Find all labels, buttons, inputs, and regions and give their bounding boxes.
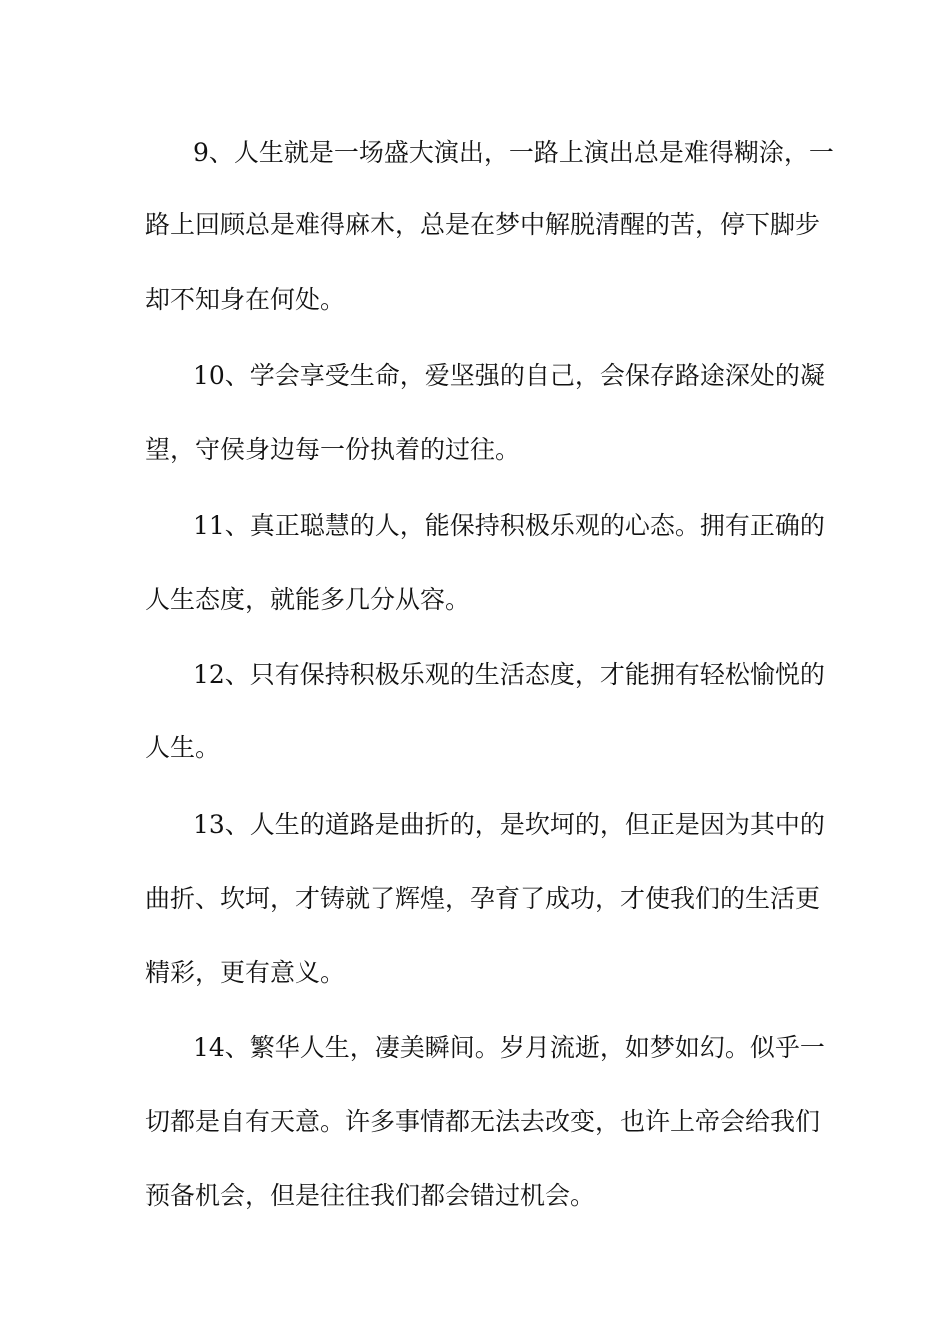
paragraph-line: 9、人生就是一场盛大演出，一路上演出总是难得糊涂，一 [193,138,834,167]
paragraph-line: 切都是自有天意。许多事情都无法去改变，也许上帝会给我们 [145,1107,821,1136]
paragraph-line: 曲折、坎坷，才铸就了辉煌，孕育了成功，才使我们的生活更 [145,884,821,913]
paragraph-line: 14、繁华人生，凄美瞬间。岁月流逝，如梦如幻。似乎一 [193,1033,825,1062]
paragraph-line: 人生。 [145,733,221,762]
paragraph-line: 人生态度，就能多几分从容。 [145,585,471,614]
paragraph-line: 13、人生的道路是曲折的，是坎坷的，但正是因为其中的 [193,810,825,839]
paragraph-line: 11、真正聪慧的人，能保持积极乐观的心态。拥有正确的 [193,511,825,540]
paragraph-line: 望，守侯身边每一份执着的过往。 [145,435,521,464]
paragraph-line: 12、只有保持积极乐观的生活态度，才能拥有轻松愉悦的 [193,660,825,689]
paragraph-line: 精彩，更有意义。 [145,958,346,987]
paragraph-line: 10、学会享受生命，爱坚强的自己，会保存路途深处的凝 [193,361,825,390]
paragraph-line: 却不知身在何处。 [145,285,346,314]
paragraph-line: 路上回顾总是难得麻木，总是在梦中解脱清醒的苦，停下脚步 [145,210,821,239]
paragraph-line: 预备机会，但是往往我们都会错过机会。 [145,1181,596,1210]
